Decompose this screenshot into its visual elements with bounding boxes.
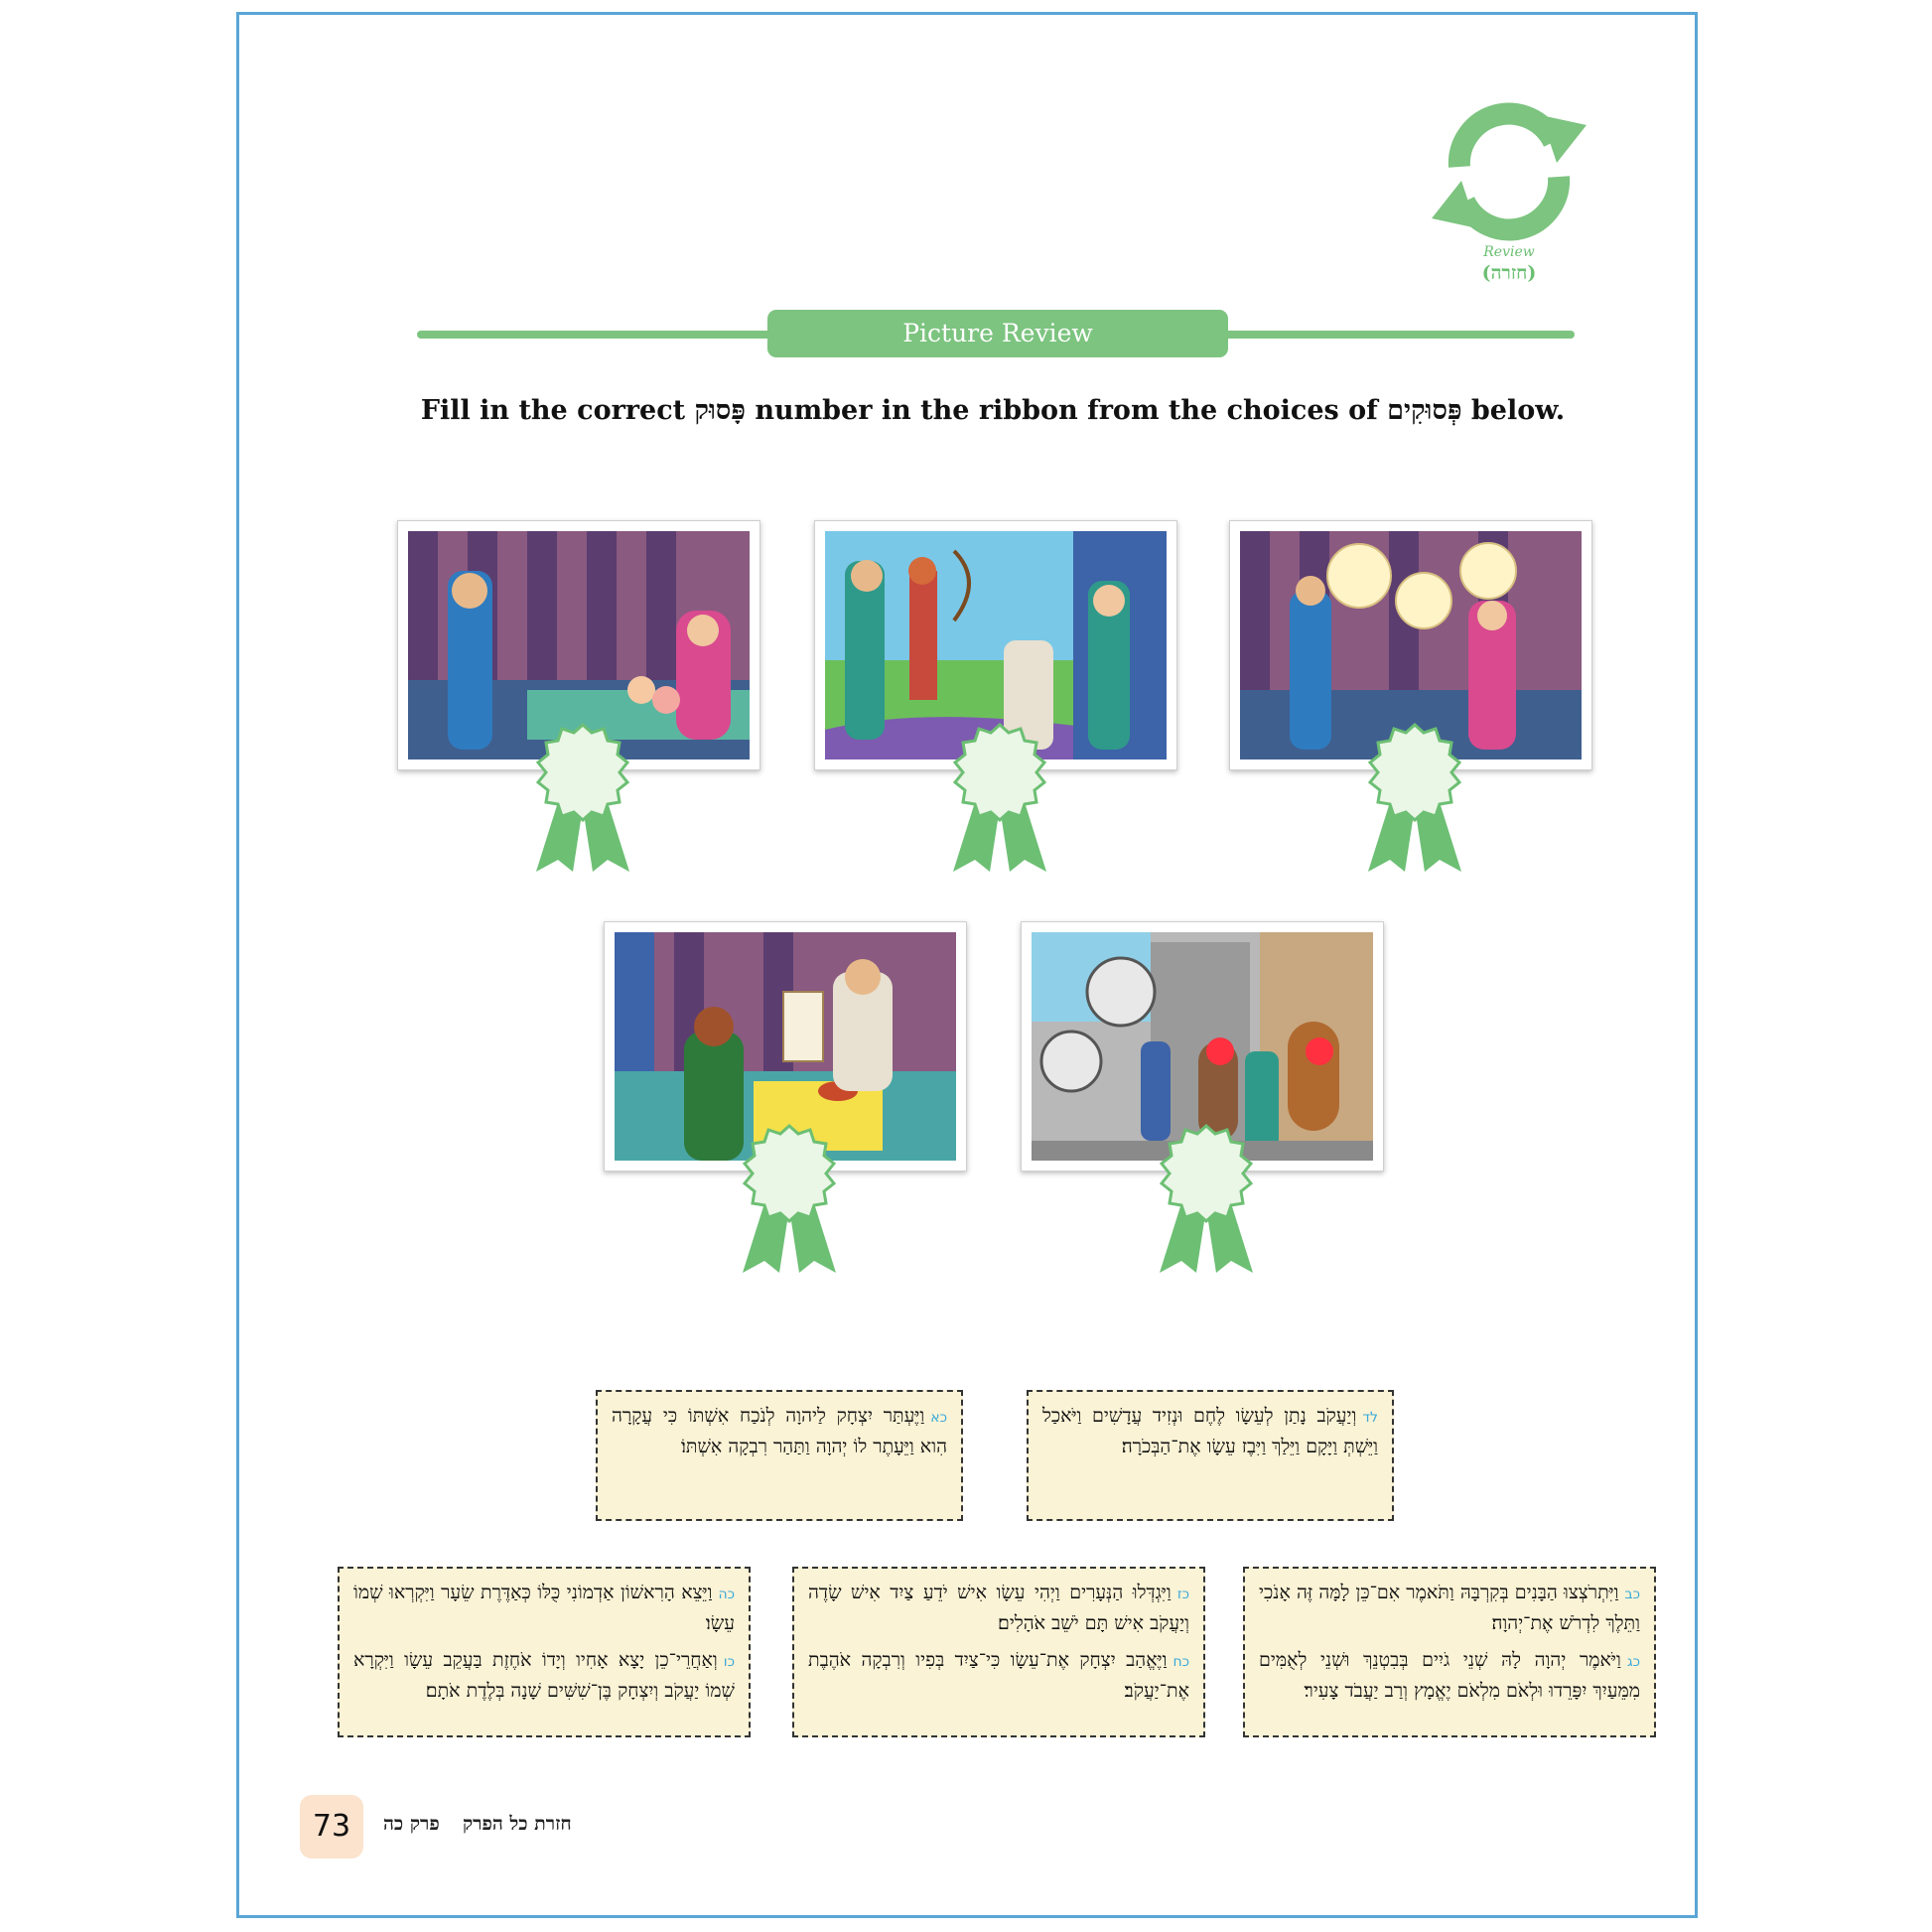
verse-number: כז (1176, 1587, 1189, 1602)
verse-text: וַיֶּאֱהַב יִצְחָק אֶת־עֵשָׂו כִּי־צַיִד בְּפִיו וְרִבְקָה אֹהֶבֶת אֶת־יַעֲקֹב׃ (808, 1649, 1189, 1702)
review-label-hebrew: (חזרה) (1481, 262, 1537, 284)
verse-number: לד (1362, 1410, 1378, 1426)
verse-box-4 (792, 1567, 1205, 1737)
verse-number: כה (718, 1587, 736, 1602)
review-caption (1469, 244, 1549, 285)
verse-text: וַיֹּאמֶר יְהוָה לָהּ שְׁנֵי גֹיִים בְּבִטְנֵךְ וּשְׁנֵי לְאֻמִּים מִמֵּעַיִךְ יִפָּרֵדוּ וּלְאֹם מִלְאֹם יֶאֱמָץ וְרַב יַעֲבֹד צָעִיר׃ (1259, 1649, 1640, 1702)
verse-box-5 (1243, 1567, 1656, 1737)
verse (612, 1402, 947, 1461)
recycle-arrows-icon (1430, 97, 1588, 246)
verse-box-1 (596, 1390, 963, 1521)
verse-number: כו (723, 1654, 735, 1670)
answer-ribbon-1[interactable] (528, 723, 637, 872)
verse-number: כח (1173, 1654, 1189, 1670)
review-label: Review (1483, 244, 1535, 260)
footer-section: חזרת כל הפרק (463, 1813, 572, 1835)
verse (808, 1579, 1189, 1638)
verse-number: כא (930, 1410, 947, 1426)
verse (353, 1579, 735, 1638)
verse-text: וְאַחֲרֵי־כֵן יָצָא אָחִיו וְיָדוֹ אֹחֶזֶת בַּעֲקֵב עֵשָׂו וַיִּקְרָא שְׁמוֹ יַעֲקֹב וְיִצְחָק בֶּן־שִׁשִּׁים שָׁנָה בְּלֶדֶת אֹתָם׃ (353, 1649, 735, 1702)
verse (1259, 1579, 1640, 1638)
verse-number: כג (1626, 1654, 1640, 1670)
verse-text: וַיֶּעְתַּר יִצְחָק לַיהוָה לְנֹכַח אִשְׁתּוֹ כִּי עֲקָרָה הִוא וַיֵּעָתֶר לוֹ יְהוָה וַתַּהַר רִבְקָה אִשְׁתּוֹ׃ (612, 1405, 947, 1457)
page-number: 73 (300, 1795, 363, 1859)
instruction-text: Fill in the correct פָּסוּק number in the ribbon from the choices of פְּסוּקִים below. (420, 395, 1566, 426)
verse (808, 1646, 1189, 1706)
section-title: Picture Review (767, 310, 1228, 357)
verse (353, 1646, 735, 1706)
verse-box-3 (338, 1567, 751, 1737)
verse (1259, 1646, 1640, 1706)
answer-ribbon-3[interactable] (1360, 723, 1469, 872)
verse-number: כב (1624, 1587, 1640, 1602)
answer-ribbon-5[interactable] (1152, 1124, 1261, 1273)
verse-text: וַיִּתְרֹצְצוּ הַבָּנִים בְּקִרְבָּהּ וַתֹּאמֶר אִם־כֵּן לָמָּה זֶּה אָנֹכִי וַתֵּלֶךְ לִדְרֹשׁ אֶת־יְהוָה׃ (1259, 1582, 1640, 1634)
footer-chapter: פרק כה (383, 1813, 440, 1835)
verse-text: וַיִּגְדְּלוּ הַנְּעָרִים וַיְהִי עֵשָׂו אִישׁ יֹדֵעַ צַיִד אִישׁ שָׂדֶה וְיַעֲקֹב אִישׁ תָּם יֹשֵׁב אֹהָלִים׃ (808, 1582, 1189, 1634)
verse-text: וַיֵּצֵא הָרִאשׁוֹן אַדְמוֹנִי כֻּלּוֹ כְּאַדֶּרֶת שֵׂעָר וַיִּקְרְאוּ שְׁמוֹ עֵשָׂו׃ (353, 1582, 735, 1634)
verse-text: וְיַעֲקֹב נָתַן לְעֵשָׂו לֶחֶם וּנְזִיד עֲדָשִׁים וַיֹּאכַל וַיֵּשְׁתְּ וַיָּקָם וַיֵּלַךְ וַיִּבֶז עֵשָׂו אֶת־הַבְּכֹרָה׃ (1042, 1405, 1378, 1457)
verse-box-2 (1027, 1390, 1394, 1521)
answer-ribbon-2[interactable] (945, 723, 1054, 872)
answer-ribbon-4[interactable] (735, 1124, 844, 1273)
verse (1042, 1402, 1378, 1461)
